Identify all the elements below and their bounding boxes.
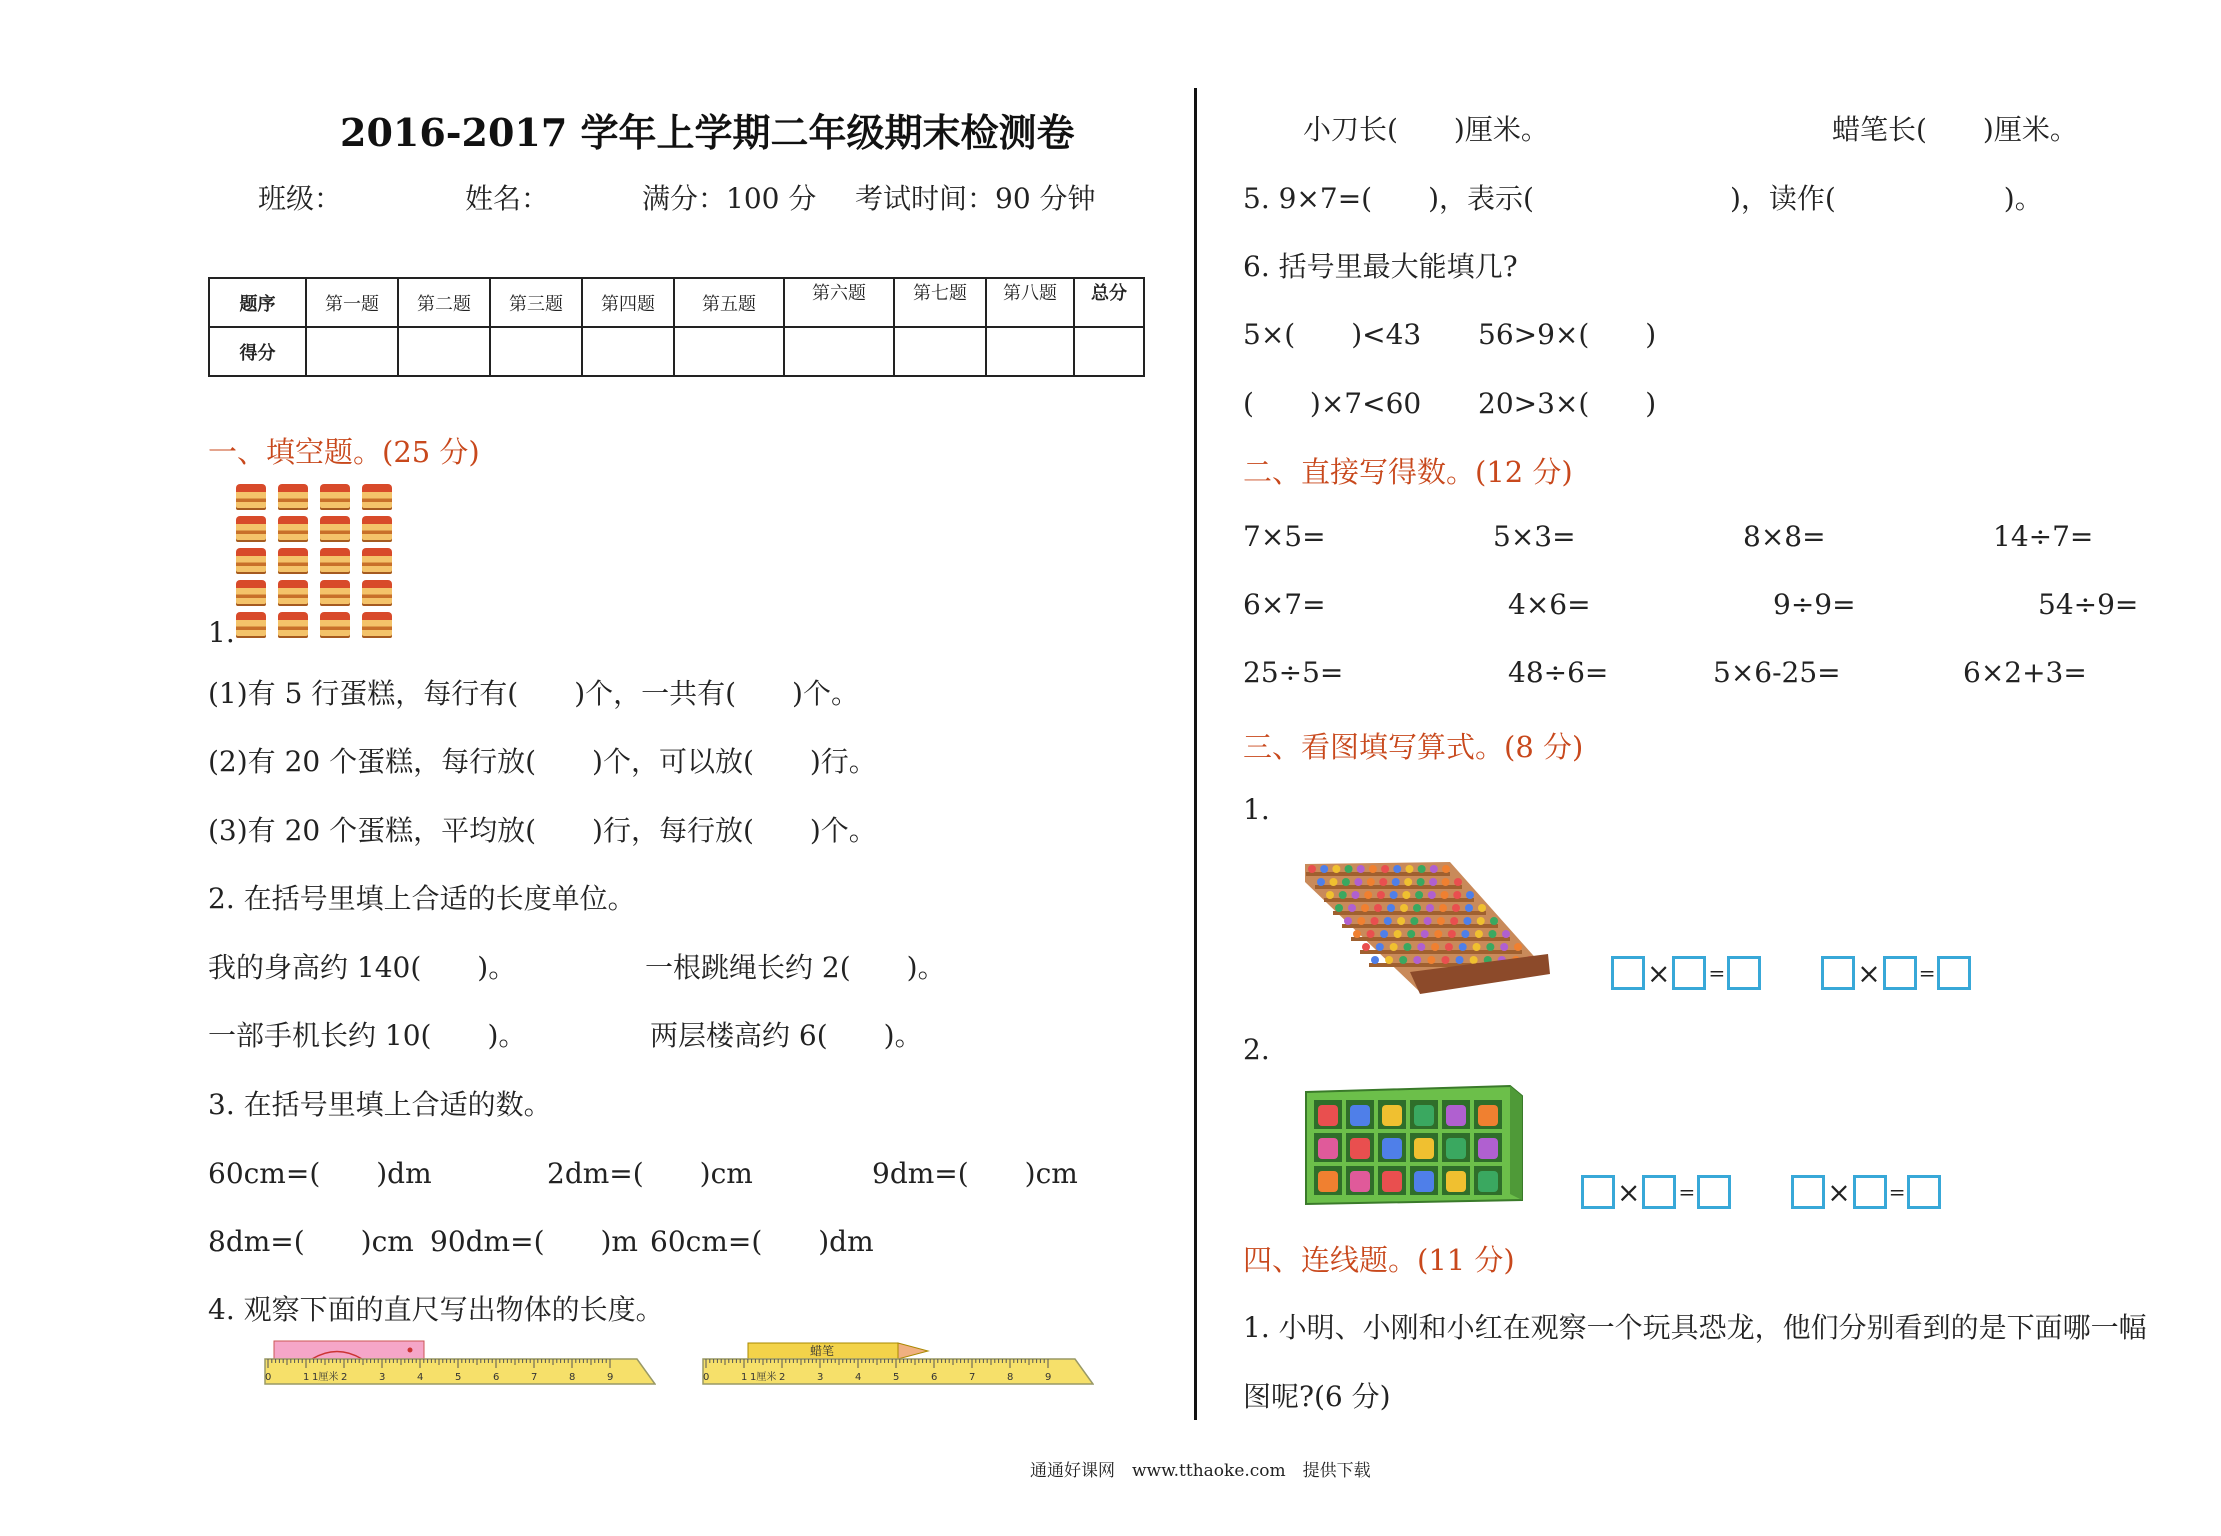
question-1-number: 1. xyxy=(208,616,235,649)
ruler-number: 1 xyxy=(303,1372,310,1383)
audience-person xyxy=(1364,891,1372,899)
audience-person xyxy=(1317,878,1325,886)
audience-person xyxy=(1308,865,1316,873)
calc-item: 5×6-25= xyxy=(1713,656,1841,689)
audience-person xyxy=(1441,891,1449,899)
audience-person xyxy=(1387,904,1395,912)
answer-box[interactable] xyxy=(1907,1175,1941,1209)
answer-box[interactable] xyxy=(1853,1175,1887,1209)
ruler-number: 2 xyxy=(779,1372,786,1383)
audience-person xyxy=(1439,904,1447,912)
audience-person xyxy=(1500,943,1508,951)
audience-person xyxy=(1454,878,1462,886)
audience-person xyxy=(1478,904,1486,912)
bag-icon xyxy=(1446,1138,1466,1159)
audience-person xyxy=(1397,917,1405,925)
audience-person xyxy=(1367,930,1375,938)
audience-person xyxy=(1413,904,1421,912)
ruler-number: 4 xyxy=(855,1372,862,1383)
audience-person xyxy=(1442,865,1450,873)
cake-icon xyxy=(320,548,350,574)
audience-person xyxy=(1402,891,1410,899)
audience-person xyxy=(1329,878,1337,886)
bag-icon xyxy=(1446,1105,1466,1126)
audience-person xyxy=(1380,930,1388,938)
cake-icon xyxy=(320,580,350,606)
answer-box[interactable] xyxy=(1581,1175,1615,1209)
audience-person xyxy=(1371,917,1379,925)
section4-question-1-line2: 图呢?(6 分) xyxy=(1243,1380,1391,1413)
audience-person xyxy=(1445,943,1453,951)
audience-person xyxy=(1461,930,1469,938)
bag-icon xyxy=(1478,1171,1498,1192)
table-header-cell: 第一题 xyxy=(306,278,398,327)
audience-person xyxy=(1430,865,1438,873)
crayon-length-question: 蜡笔长( )厘米。 xyxy=(1832,113,2078,146)
seat-row xyxy=(1333,911,1486,915)
ruler-number: 4 xyxy=(417,1372,424,1383)
cake-icon xyxy=(320,612,350,638)
bag-icon xyxy=(1318,1138,1338,1159)
audience-person xyxy=(1326,891,1334,899)
seating-rows-illustration xyxy=(1300,854,1555,996)
bag-icon xyxy=(1382,1171,1402,1192)
answer-box[interactable] xyxy=(1821,956,1855,990)
ruler-number: 9 xyxy=(1045,1372,1052,1383)
ruler-with-knife-illustration xyxy=(262,1340,656,1390)
ruler-number: 1 xyxy=(741,1372,748,1383)
audience-person xyxy=(1369,865,1377,873)
cake-icon xyxy=(278,516,308,542)
equation-row-2 xyxy=(1581,1175,1941,1209)
ruler-number: 0 xyxy=(265,1372,272,1383)
cake-icon xyxy=(236,484,266,510)
bag-icon xyxy=(1478,1138,1498,1159)
audience-person xyxy=(1442,878,1450,886)
answer-box[interactable] xyxy=(1791,1175,1825,1209)
audience-person xyxy=(1410,917,1418,925)
question-1c: (3)有 20 个蛋糕，平均放( )行，每行放( )个。 xyxy=(208,814,877,847)
answer-box[interactable] xyxy=(1937,956,1971,990)
question-3f: 60cm=( )dm xyxy=(650,1225,874,1258)
audience-person xyxy=(1394,930,1402,938)
audience-person xyxy=(1344,917,1352,925)
audience-person xyxy=(1335,904,1343,912)
question-3d: 8dm=( )cm xyxy=(208,1225,414,1258)
audience-person xyxy=(1417,943,1425,951)
calc-item: 9÷9= xyxy=(1773,588,1856,621)
audience-person xyxy=(1385,956,1393,964)
question-2b: 一根跳绳长约 2( )。 xyxy=(645,951,946,984)
audience-person xyxy=(1403,943,1411,951)
cake-icon xyxy=(362,516,392,542)
audience-person xyxy=(1452,904,1460,912)
ruler-with-crayon-illustration xyxy=(700,1340,1094,1390)
answer-box[interactable] xyxy=(1611,956,1645,990)
audience-person xyxy=(1320,865,1328,873)
table-header-cell: 第七题 xyxy=(894,278,986,327)
bag-icon xyxy=(1382,1138,1402,1159)
ruler-number: 6 xyxy=(493,1372,500,1383)
equals-sign: = xyxy=(1888,1180,1906,1204)
audience-person xyxy=(1475,930,1483,938)
times-sign: × xyxy=(1827,1175,1851,1209)
cake-icon xyxy=(236,516,266,542)
times-sign: × xyxy=(1647,956,1671,990)
table-header-cell: 题序 xyxy=(209,278,306,327)
audience-person xyxy=(1339,891,1347,899)
cake-icon xyxy=(278,612,308,638)
ruler-number: 0 xyxy=(703,1372,710,1383)
calc-item: 48÷6= xyxy=(1508,656,1609,689)
audience-person xyxy=(1473,943,1481,951)
section1-heading: 一、填空题。(25 分) xyxy=(208,435,480,469)
seat-row xyxy=(1342,924,1498,928)
audience-person xyxy=(1448,930,1456,938)
score-cell[interactable] xyxy=(894,327,986,376)
bag-icon xyxy=(1414,1171,1434,1192)
bag-icon xyxy=(1446,1171,1466,1192)
audience-person xyxy=(1502,930,1510,938)
question-2d: 两层楼高约 6( )。 xyxy=(650,1019,923,1052)
audience-person xyxy=(1453,891,1461,899)
equals-sign: = xyxy=(1918,961,1936,985)
ruler-number: 3 xyxy=(379,1372,386,1383)
ruler-number: 6 xyxy=(931,1372,938,1383)
cake-icon xyxy=(362,580,392,606)
cake-icon xyxy=(362,484,392,510)
question-4: 4. 观察下面的直尺写出物体的长度。 xyxy=(208,1293,664,1326)
audience-person xyxy=(1415,891,1423,899)
calc-item: 54÷9= xyxy=(2038,588,2139,621)
audience-person xyxy=(1353,930,1361,938)
audience-person xyxy=(1367,878,1375,886)
section3-question-1-number: 1. xyxy=(1243,793,1270,826)
cake-icon xyxy=(278,548,308,574)
audience-person xyxy=(1417,878,1425,886)
answer-box[interactable] xyxy=(1883,956,1917,990)
audience-person xyxy=(1407,930,1415,938)
bag-icon xyxy=(1350,1138,1370,1159)
question-6a: 5×( )<43 xyxy=(1243,318,1422,351)
bag-icon xyxy=(1350,1105,1370,1126)
score-table-score-row xyxy=(209,327,1144,376)
page-footer: 通通好课网 www.tthaoke.com 提供下载 xyxy=(1030,1461,1371,1481)
audience-person xyxy=(1424,917,1432,925)
question-6: 6. 括号里最大能填几? xyxy=(1243,250,1518,283)
bag-icon xyxy=(1318,1105,1338,1126)
question-3c: 9dm=( )cm xyxy=(872,1157,1078,1190)
audience-person xyxy=(1421,930,1429,938)
audience-person xyxy=(1351,891,1359,899)
section2-heading: 二、直接写得数。(12 分) xyxy=(1243,455,1573,489)
audience-person xyxy=(1405,865,1413,873)
table-header-cell: 第四题 xyxy=(582,278,674,327)
bag-icon xyxy=(1414,1138,1434,1159)
calc-item: 6×7= xyxy=(1243,588,1326,621)
calc-item: 5×3= xyxy=(1493,520,1576,553)
cake-grid-illustration xyxy=(236,484,406,644)
table-header-cell: 第三题 xyxy=(490,278,582,327)
calc-item: 6×2+3= xyxy=(1963,656,2087,689)
times-sign: × xyxy=(1857,956,1881,990)
question-2a: 我的身高约 140( )。 xyxy=(208,951,517,984)
bag-icon xyxy=(1350,1171,1370,1192)
calc-item: 25÷5= xyxy=(1243,656,1344,689)
question-1b: (2)有 20 个蛋糕，每行放( )个，可以放( )行。 xyxy=(208,745,877,778)
question-3b: 2dm=( )cm xyxy=(547,1157,753,1190)
calc-item: 7×5= xyxy=(1243,520,1326,553)
section3-heading: 三、看图填写算式。(8 分) xyxy=(1243,730,1584,764)
audience-person xyxy=(1463,917,1471,925)
ruler-unit-label: 1厘米 xyxy=(312,1372,339,1383)
audience-person xyxy=(1456,956,1464,964)
question-6b: 56>9×( ) xyxy=(1478,318,1657,351)
cake-icon xyxy=(278,484,308,510)
cake-icon xyxy=(236,612,266,638)
score-cell[interactable] xyxy=(490,327,582,376)
audience-person xyxy=(1384,917,1392,925)
ruler-number: 5 xyxy=(893,1372,900,1383)
table-header-cell: 第八题 xyxy=(986,278,1074,327)
section3-question-2-number: 2. xyxy=(1243,1033,1270,1066)
audience-person xyxy=(1413,956,1421,964)
section4-heading: 四、连线题。(11 分) xyxy=(1243,1243,1515,1277)
table-row-label: 得分 xyxy=(209,327,306,376)
audience-person xyxy=(1371,956,1379,964)
ruler-unit-label: 1厘米 xyxy=(750,1372,777,1383)
table-header-cell: 第六题 xyxy=(784,278,894,327)
score-cell[interactable] xyxy=(306,327,398,376)
seat-row xyxy=(1315,885,1462,889)
ruler-number: 8 xyxy=(569,1372,576,1383)
audience-person xyxy=(1490,917,1498,925)
audience-person xyxy=(1332,865,1340,873)
audience-person xyxy=(1404,878,1412,886)
question-6d: 20>3×( ) xyxy=(1478,387,1657,420)
ruler-number: 5 xyxy=(455,1372,462,1383)
audience-person xyxy=(1342,878,1350,886)
bag-icon xyxy=(1318,1171,1338,1192)
name-label: 姓名： xyxy=(465,182,550,215)
section4-question-1-line1: 1. 小明、小刚和小红在观察一个玩具恐龙，他们分别看到的是下面哪一幅 xyxy=(1243,1311,2147,1344)
exam-time: 考试时间：90 分钟 xyxy=(855,182,1096,215)
ruler-number: 9 xyxy=(607,1372,614,1383)
audience-person xyxy=(1376,943,1384,951)
ruler-number: 3 xyxy=(817,1372,824,1383)
times-sign: × xyxy=(1617,1175,1641,1209)
audience-person xyxy=(1428,891,1436,899)
answer-box[interactable] xyxy=(1697,1175,1731,1209)
equation-row-1 xyxy=(1611,956,1971,990)
audience-person xyxy=(1374,904,1382,912)
question-3: 3. 在括号里填上合适的数。 xyxy=(208,1088,552,1121)
calc-item: 4×6= xyxy=(1508,588,1591,621)
audience-person xyxy=(1477,917,1485,925)
score-cell[interactable] xyxy=(986,327,1074,376)
question-3e: 90dm=( )m xyxy=(430,1225,638,1258)
question-2: 2. 在括号里填上合适的长度单位。 xyxy=(208,882,636,915)
cake-icon xyxy=(320,484,350,510)
ruler-number: 2 xyxy=(341,1372,348,1383)
audience-person xyxy=(1459,943,1467,951)
seat-row xyxy=(1306,872,1450,876)
question-3a: 60cm=( )dm xyxy=(208,1157,432,1190)
equals-sign: = xyxy=(1708,961,1726,985)
question-1a: (1)有 5 行蛋糕，每行有( )个，一共有( )个。 xyxy=(208,677,859,710)
table-header-cell: 第五题 xyxy=(674,278,784,327)
column-divider xyxy=(1194,88,1197,1420)
calc-item: 8×8= xyxy=(1743,520,1826,553)
audience-person xyxy=(1418,865,1426,873)
bag-icon xyxy=(1382,1105,1402,1126)
audience-person xyxy=(1437,917,1445,925)
knife-length-question: 小刀长( )厘米。 xyxy=(1303,113,1549,146)
ruler-number: 7 xyxy=(969,1372,976,1383)
audience-person xyxy=(1450,917,1458,925)
audience-person xyxy=(1361,904,1369,912)
audience-person xyxy=(1431,943,1439,951)
calc-item: 14÷7= xyxy=(1993,520,2094,553)
class-label: 班级： xyxy=(258,182,343,215)
audience-person xyxy=(1379,878,1387,886)
audience-person xyxy=(1486,943,1494,951)
table-header-cell: 第二题 xyxy=(398,278,490,327)
cake-icon xyxy=(236,548,266,574)
bag-shelf-illustration xyxy=(1300,1082,1528,1207)
answer-box[interactable] xyxy=(1672,956,1706,990)
audience-person xyxy=(1381,865,1389,873)
audience-person xyxy=(1390,891,1398,899)
audience-person xyxy=(1434,930,1442,938)
crayon-label: 蜡笔 xyxy=(810,1344,835,1358)
question-2c: 一部手机长约 10( )。 xyxy=(208,1019,527,1052)
audience-person xyxy=(1465,904,1473,912)
score-cell[interactable] xyxy=(582,327,674,376)
score-table-header-row xyxy=(209,278,1144,327)
audience-person xyxy=(1441,956,1449,964)
audience-person xyxy=(1362,943,1370,951)
audience-person xyxy=(1426,904,1434,912)
score-cell[interactable] xyxy=(674,327,784,376)
cake-icon xyxy=(278,580,308,606)
score-table xyxy=(208,277,1145,377)
score-cell[interactable] xyxy=(398,327,490,376)
audience-person xyxy=(1514,943,1522,951)
audience-person xyxy=(1393,865,1401,873)
cake-icon xyxy=(362,612,392,638)
seat-row xyxy=(1324,898,1474,902)
score-cell[interactable] xyxy=(784,327,894,376)
audience-person xyxy=(1392,878,1400,886)
audience-person xyxy=(1377,891,1385,899)
audience-person xyxy=(1400,904,1408,912)
audience-person xyxy=(1429,878,1437,886)
seat-row xyxy=(1360,950,1522,954)
seat-row xyxy=(1351,937,1510,941)
page-title: 2016-2017 学年上学期二年级期末检测卷 xyxy=(340,110,1075,155)
audience-person xyxy=(1348,904,1356,912)
ruler-number: 8 xyxy=(1007,1372,1014,1383)
audience-person xyxy=(1470,956,1478,964)
audience-person xyxy=(1399,956,1407,964)
audience-person xyxy=(1390,943,1398,951)
audience-person xyxy=(1466,891,1474,899)
answer-box[interactable] xyxy=(1642,1175,1676,1209)
table-header-cell: 总分 xyxy=(1074,278,1144,327)
answer-box[interactable] xyxy=(1727,956,1761,990)
audience-person xyxy=(1357,917,1365,925)
question-6c: ( )×7<60 xyxy=(1243,387,1422,420)
bag-icon xyxy=(1478,1105,1498,1126)
score-cell[interactable] xyxy=(1074,327,1144,376)
audience-person xyxy=(1427,956,1435,964)
ruler-number: 7 xyxy=(531,1372,538,1383)
audience-person xyxy=(1345,865,1353,873)
cake-icon xyxy=(236,580,266,606)
audience-person xyxy=(1488,930,1496,938)
audience-person xyxy=(1357,865,1365,873)
full-score: 满分：100 分 xyxy=(642,182,817,215)
bag-icon xyxy=(1414,1105,1434,1126)
question-5: 5. 9×7=( )，表示( )，读作( )。 xyxy=(1243,182,2043,215)
audience-person xyxy=(1354,878,1362,886)
cake-icon xyxy=(320,516,350,542)
cake-icon xyxy=(362,548,392,574)
equals-sign: = xyxy=(1678,1180,1696,1204)
